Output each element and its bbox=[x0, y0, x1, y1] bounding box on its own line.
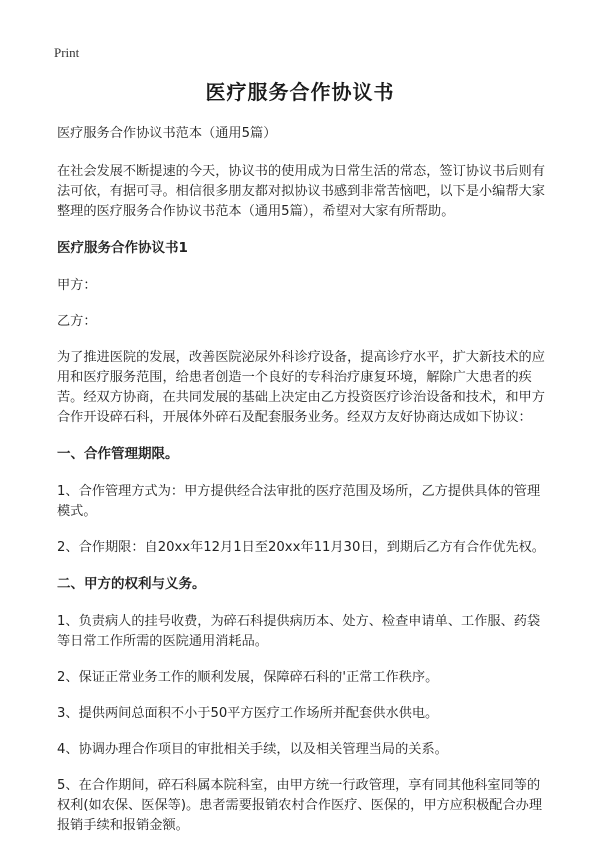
clause-2-5: 5、在合作期间，碎石科属本院科室，由甲方统一行政管理，享有同其他科室同等的权利(如农保、医保等)。患者需要报销农村合作医疗、医保的，甲方应积极配合办理报销手续和报销金额。 bbox=[57, 778, 543, 833]
clause-2-2: 2、保证正常业务工作的顺利发展，保障碎石科的'正常工作秩序。 bbox=[57, 670, 439, 685]
clause-1-1: 1、合作管理方式为：甲方提供经合法审批的医疗范围及场所，乙方提供具体的管理模式。 bbox=[57, 484, 541, 519]
document-body bbox=[57, 124, 549, 852]
document-subtitle: 医疗服务合作协议书范本（通用5篇） bbox=[57, 126, 277, 141]
print-label[interactable]: Print bbox=[54, 45, 80, 60]
preamble-paragraph: 为了推进医院的发展，改善医院泌尿外科诊疗设备，提高诊疗水平，扩大新技术的应用和医疗服务范围，给患者创造一个良好的专科治疗康复环境，解除广大患者的疾苦。经双方协商，在共同发展的基础上决定由乙方投资医疗诊治设备和技术，和甲方合作开设碎石科，开展体外碎石及配套服务业务。经双方友好协商达成如下协议： bbox=[57, 350, 545, 425]
party-b: 乙方： bbox=[57, 314, 97, 329]
heading-cooperation-term: 一、合作管理期限。 bbox=[57, 446, 179, 462]
section-title: 医疗服务合作协议书1 bbox=[57, 240, 188, 256]
clause-2-1: 1、负责病人的挂号收费，为碎石科提供病历本、处方、检查申请单、工作服、药袋等日常工作所需的医院通用消耗品。 bbox=[57, 614, 541, 649]
heading-party-a-rights: 二、甲方的权利与义务。 bbox=[57, 576, 206, 592]
party-a: 甲方： bbox=[57, 278, 97, 293]
clause-2-4: 4、协调办理合作项目的审批相关手续，以及相关管理当局的关系。 bbox=[57, 742, 448, 757]
page-title: 医疗服务合作协议书 bbox=[205, 80, 395, 104]
clause-2-3: 3、提供两间总面积不小于50平方医疗工作场所并配套供水供电。 bbox=[57, 706, 439, 721]
intro-paragraph: 在社会发展不断提速的今天，协议书的使用成为日常生活的常态，签订协议书后则有法可依，有据可寻。相信很多朋友都对拟协议书感到非常苦恼吧，以下是小编帮大家整理的医疗服务合作协议书范本（通用5篇），希望对大家有所帮助。 bbox=[57, 164, 545, 219]
clause-1-2: 2、合作期限：自20xx年12月1日至20xx年11月30日，到期后乙方有合作优先权。 bbox=[57, 540, 545, 555]
